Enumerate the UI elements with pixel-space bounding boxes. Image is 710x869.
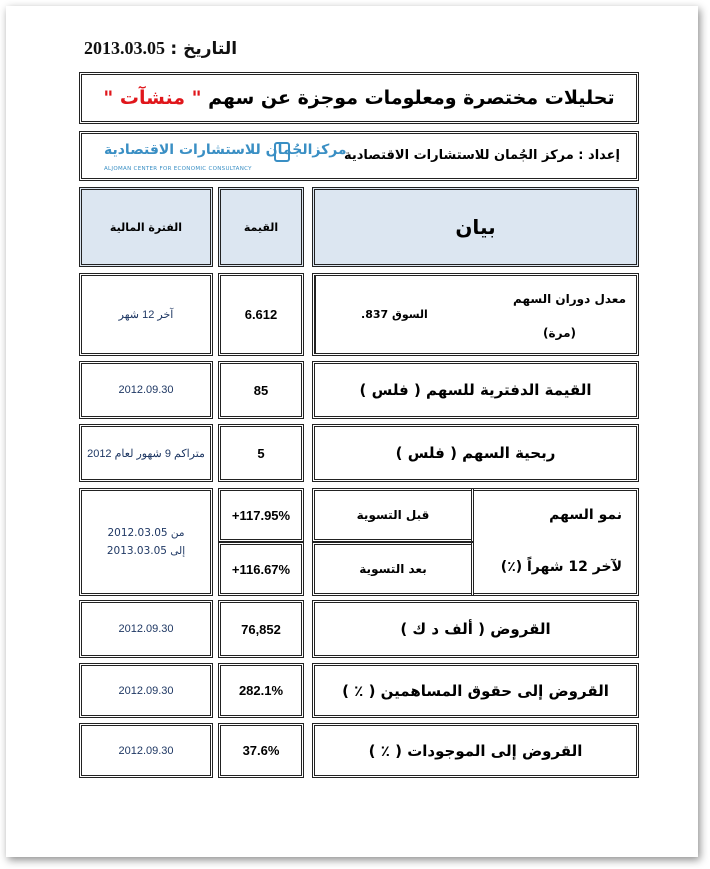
header-statement: بيان: [312, 187, 639, 267]
logo-arabic-text: مركزالجُمان للاستشارات الاقتصادية: [104, 142, 347, 158]
eps-value: 5: [218, 424, 304, 482]
growth-period-to: إلى 2013.03.05: [106, 545, 186, 557]
book-value-value: 85: [218, 361, 304, 419]
prepared-by-text: إعداد : مركز الجُمان للاستشارات الاقتصادية: [343, 148, 620, 163]
title-stock-name: " منشآت ": [103, 87, 202, 109]
document-page: [6, 6, 698, 857]
loans-equity-label: القروض إلى حقوق المساهمين ( ٪ ): [312, 663, 639, 718]
loans-assets-label: القروض إلى الموجودات ( ٪ ): [312, 723, 639, 778]
loans-label: القروض ( ألف د ك ): [312, 600, 639, 658]
growth-after-value: +116.67%: [218, 542, 304, 596]
growth-period-from: من 2012.03.05: [107, 527, 185, 539]
growth-after-label: بعد التسوية: [312, 542, 474, 596]
growth-before-label: قبل التسوية: [312, 488, 474, 542]
turnover-value: 6.612: [218, 273, 304, 356]
logo-english-text: ALJOMAN CENTER FOR ECONOMIC CONSULTANCY: [104, 166, 252, 172]
turnover-label: معدل دوران السهم: [513, 292, 626, 306]
report-date: [84, 38, 237, 59]
loans-assets-period: 2012.09.30: [79, 723, 213, 778]
book-value-label: القيمة الدفترية للسهم ( فلس ): [312, 361, 639, 419]
row-turnover-label-box: [312, 273, 639, 356]
title-prefix: تحليلات مختصرة ومعلومات موجزة عن سهم: [208, 87, 615, 109]
growth-label: نمو السهم: [549, 507, 622, 523]
aljoman-logo: [104, 142, 347, 178]
loans-assets-value: 37.6%: [218, 723, 304, 778]
eps-label: ربحية السهم ( فلس ): [312, 424, 639, 482]
prepared-by-box: [79, 131, 639, 181]
date-value: 2013.03.05: [84, 38, 165, 58]
header-period: الفترة المالية: [79, 187, 213, 267]
turnover-market: السوق 837.: [361, 308, 428, 321]
book-value-period: 2012.09.30: [79, 361, 213, 419]
turnover-period: آخر 12 شهر: [79, 273, 213, 356]
growth-label-box: [471, 488, 639, 596]
loans-equity-period: 2012.09.30: [79, 663, 213, 718]
header-value: القيمة: [218, 187, 304, 267]
report-title: [79, 72, 639, 124]
loans-equity-value: 282.1%: [218, 663, 304, 718]
eps-period: متراكم 9 شهور لعام 2012: [79, 424, 213, 482]
date-label: التاريخ :: [170, 39, 238, 59]
loans-period: 2012.09.30: [79, 600, 213, 658]
loans-value: 76,852: [218, 600, 304, 658]
growth-before-value: +117.95%: [218, 488, 304, 542]
growth-period: [79, 488, 213, 596]
turnover-unit: (مرة): [543, 326, 576, 340]
growth-label-period: لآخر 12 شهراً (٪): [500, 559, 622, 575]
